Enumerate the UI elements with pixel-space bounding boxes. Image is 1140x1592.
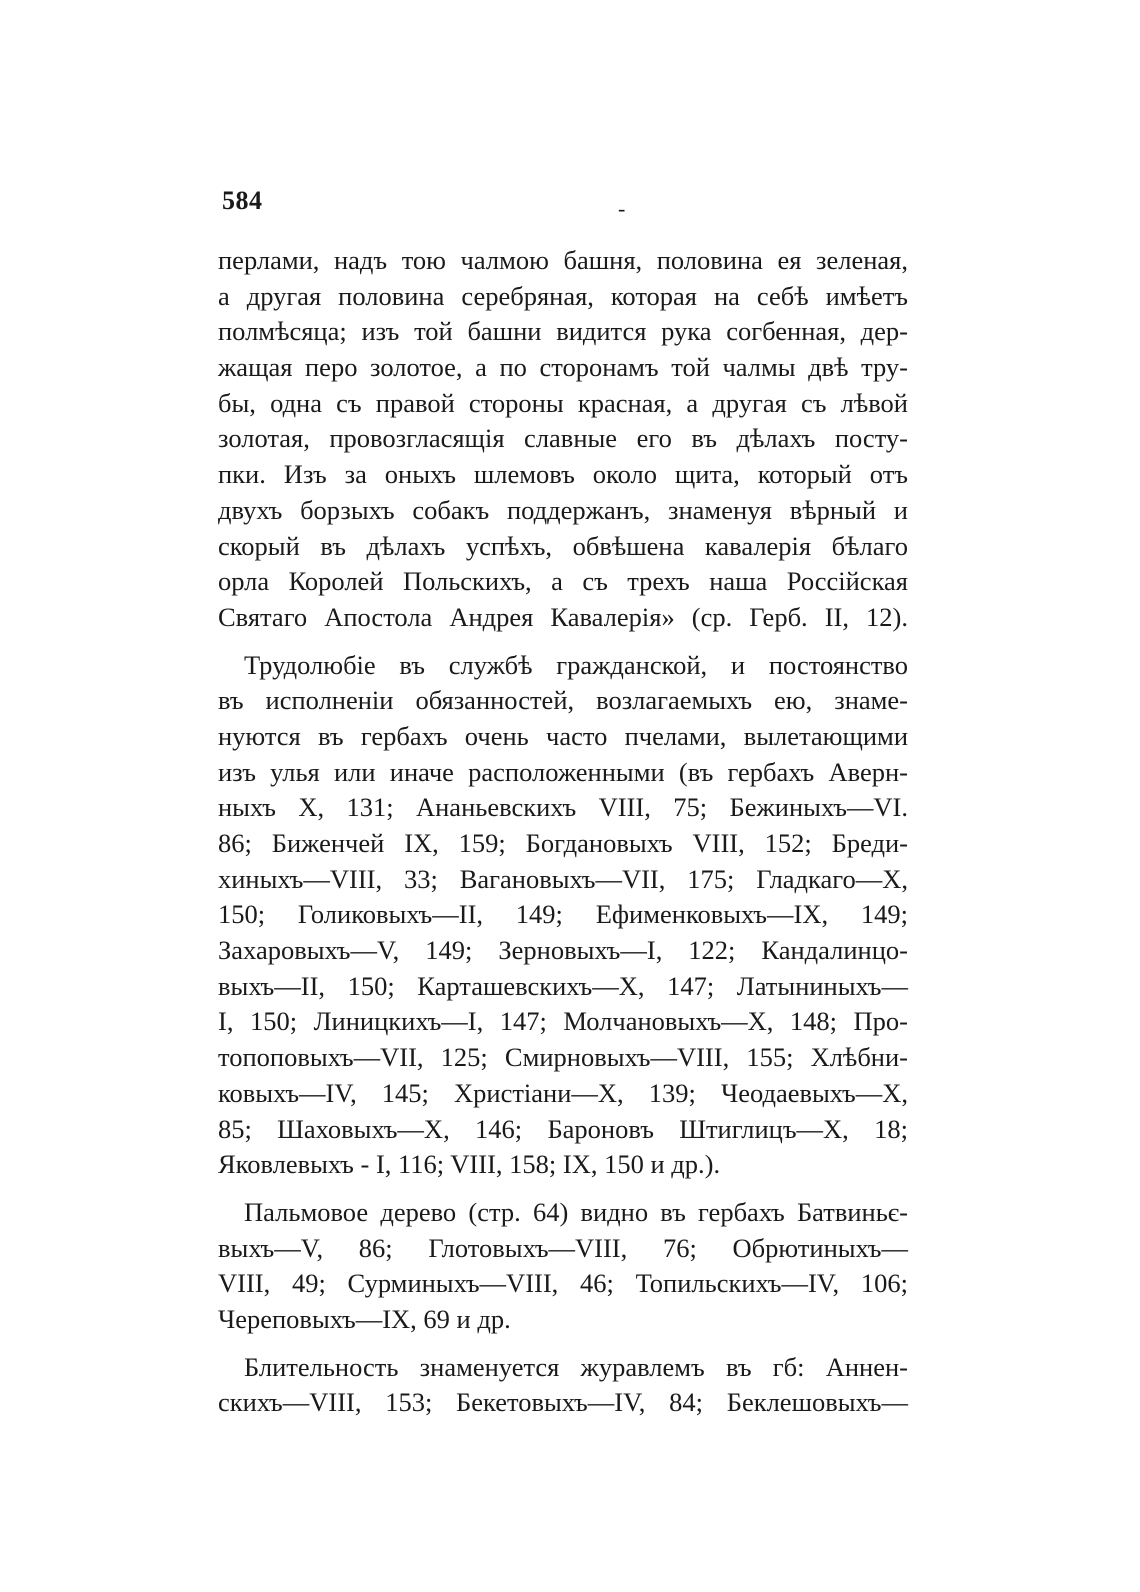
text-line: двухъ борзыхъ собакъ поддержанъ, знаменуя вѣрный и	[218, 494, 908, 525]
text-line: а другая половина серебряная, которая на себѣ имѣетъ	[218, 280, 908, 311]
text-line: I, 150; Линицкихъ—I, 147; Молчановыхъ—X, 148; Про-	[218, 1006, 908, 1037]
text-line: топоповыхъ—VII, 125; Смирновыхъ—VIII, 155; Хлѣбни-	[218, 1042, 908, 1073]
text-line: Захаровыхъ—V, 149; Зерновыхъ—I, 122; Кандалинцо-	[218, 935, 908, 966]
text-line: скорый въ дѣлахъ успѣхъ, обвѣшена кавалерія бѣлаго	[218, 530, 908, 561]
body-text	[218, 243, 908, 1433]
text-line: бы, одна съ правой стороны красная, а другая съ лѣвой	[218, 387, 908, 418]
text-line: золотая, провозгласящія славные его въ дѣлахъ посту-	[218, 423, 908, 454]
text-line: Трудолюбіе въ службѣ гражданской, и постоянство	[244, 649, 908, 680]
text-line: VIII, 49; Сурминыхъ—VIII, 46; Топильскихъ—IV, 106;	[218, 1268, 908, 1299]
text-line: Яковлевыхъ - I, 116; VIII, 158; IX, 150 и др.).	[218, 1149, 721, 1180]
paragraph	[218, 1350, 908, 1421]
page-number: 584	[222, 186, 263, 215]
text-line: Блительность знаменуется журавлемъ въ гб: Аннен-	[244, 1351, 908, 1382]
page-mark: -	[618, 196, 626, 221]
text-line: ковыхъ—IV, 145; Христіани—X, 139; Чеодаевыхъ—X,	[218, 1077, 908, 1108]
text-line: хиныхъ—VIII, 33; Вагановыхъ—VII, 175; Гладкаго—X,	[218, 863, 908, 894]
text-line: 86; Биженчей IX, 159; Богдановыхъ VIII, 152; Бреди-	[218, 828, 908, 858]
text-line: перлами, надъ тою чалмою башня, половина ея зеленая,	[218, 245, 908, 275]
paragraph	[218, 1195, 908, 1338]
text-line: пки. Изъ за оныхъ шлемовъ около щита, который отъ	[218, 459, 908, 490]
text-line: выхъ—II, 150; Карташевскихъ—X, 147; Латыниныхъ—	[218, 970, 908, 1001]
paragraph	[218, 648, 908, 1183]
text-line: Пальмовое дерево (стр. 64) видно въ гербахъ Батвиньє-	[244, 1196, 908, 1227]
paragraph	[218, 243, 908, 636]
text-line: въ исполненіи обязанностей, возлагаемыхъ ею, знаме-	[218, 685, 908, 716]
text-line: выхъ—V, 86; Глотовыхъ—VIII, 76; Обрютиныхъ—	[218, 1232, 908, 1263]
text-line: Святаго Апостола Андрея Кавалерія» (ср. Герб. II, 12).	[218, 601, 908, 632]
text-line: изъ улья или иначе расположенными (въ гербахъ Аверн-	[218, 756, 908, 787]
text-line: полмѣсяца; изъ той башни видится рука согбенная, дер-	[218, 316, 908, 347]
text-line: скихъ—VIII, 153; Бекетовыхъ—IV, 84; Беклешовыхъ—	[218, 1387, 908, 1418]
text-line: 150; Голиковыхъ—II, 149; Ефименковыхъ—IX, 149;	[218, 899, 908, 930]
text-line: ныхъ X, 131; Ананьевскихъ VIII, 75; Бежиныхъ—VI.	[218, 792, 908, 823]
text-line: орла Королей Польскихъ, а съ трехъ наша Россійская	[218, 566, 908, 597]
text-line: жащая перо золотое, а по сторонамъ той чалмы двѣ тру-	[218, 352, 908, 383]
text-line: 85; Шаховыхъ—X, 146; Бароновъ Штиглицъ—X, 18;	[218, 1113, 908, 1144]
text-line: Череповыхъ—IX, 69 и др.	[218, 1303, 511, 1334]
text-line: нуются въ гербахъ очень часто пчелами, вылетающими	[218, 720, 908, 751]
